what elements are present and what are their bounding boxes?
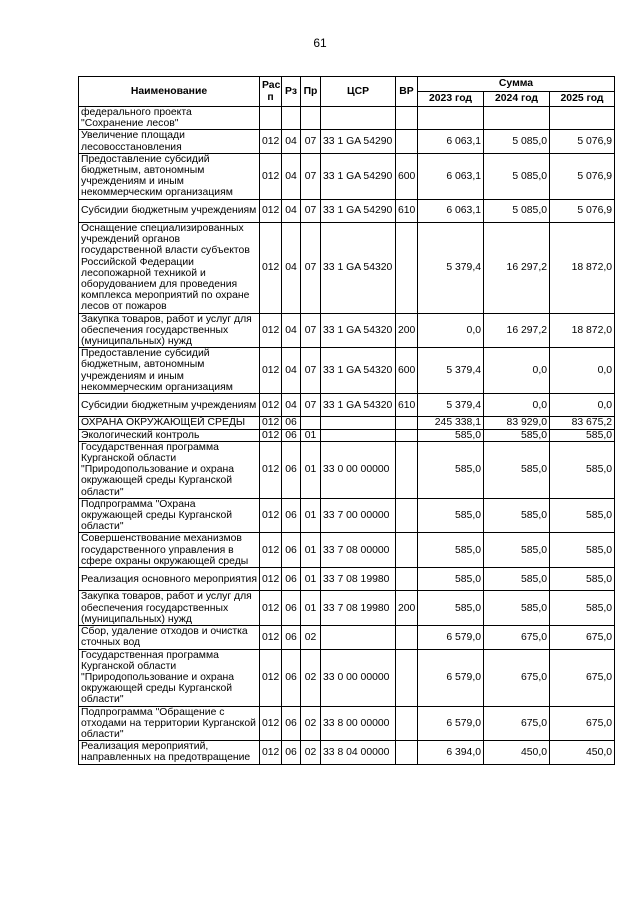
row-value-2023: 585,0 [418, 429, 484, 441]
row-pr: 02 [301, 649, 321, 706]
col-header-vr: ВР [396, 77, 418, 107]
row-pr: 07 [301, 199, 321, 222]
row-rasp: 012 [260, 348, 282, 394]
row-csr [321, 626, 396, 649]
row-rasp: 012 [260, 591, 282, 626]
row-value-2023: 0,0 [418, 313, 484, 348]
row-rasp: 012 [260, 649, 282, 706]
row-value-2023: 585,0 [418, 568, 484, 591]
row-rz: 06 [282, 626, 301, 649]
row-name: ОХРАНА ОКРУЖАЮЩЕЙ СРЕДЫ [79, 417, 260, 429]
row-vr: 600 [396, 153, 418, 199]
table-row [79, 591, 615, 626]
table-row [79, 741, 615, 764]
row-name: федерального проекта "Сохранение лесов" [79, 107, 260, 130]
row-rz: 06 [282, 498, 301, 533]
row-rz: 04 [282, 199, 301, 222]
col-header-csr: ЦСР [321, 77, 396, 107]
table-row [79, 199, 615, 222]
row-value-2025: 18 872,0 [550, 223, 615, 314]
row-value-2025: 585,0 [550, 533, 615, 568]
row-value-2025: 585,0 [550, 568, 615, 591]
row-vr [396, 223, 418, 314]
row-name: Субсидии бюджетным учреждениям [79, 199, 260, 222]
row-value-2024: 675,0 [484, 706, 550, 741]
row-pr: 07 [301, 223, 321, 314]
row-rasp: 012 [260, 568, 282, 591]
table-row [79, 223, 615, 314]
row-pr [301, 417, 321, 429]
table-row [79, 533, 615, 568]
row-rasp: 012 [260, 130, 282, 153]
row-value-2025: 675,0 [550, 649, 615, 706]
row-value-2024: 675,0 [484, 649, 550, 706]
row-csr [321, 107, 396, 130]
row-rasp: 012 [260, 429, 282, 441]
row-rasp: 012 [260, 313, 282, 348]
row-rz: 06 [282, 591, 301, 626]
table-row [79, 107, 615, 130]
row-vr [396, 107, 418, 130]
row-csr: 33 7 08 19980 [321, 591, 396, 626]
budget-table [78, 76, 615, 765]
row-value-2025: 18 872,0 [550, 313, 615, 348]
row-value-2024: 5 085,0 [484, 153, 550, 199]
row-value-2025: 5 076,9 [550, 153, 615, 199]
row-csr: 33 7 08 19980 [321, 568, 396, 591]
row-pr: 02 [301, 741, 321, 764]
row-name: Закупка товаров, работ и услуг для обеспечения государственных (муниципальных) нужд [79, 591, 260, 626]
row-vr: 610 [396, 199, 418, 222]
row-name: Предоставление субсидий бюджетным, автономным учреждениям и иным некоммерческим организациям [79, 348, 260, 394]
row-value-2023: 585,0 [418, 533, 484, 568]
row-name: Экологический контроль [79, 429, 260, 441]
row-csr: 33 1 GA 54320 [321, 348, 396, 394]
row-name: Оснащение специализированных учреждений органов государственной власти субъектов Российской Федерации лесопожарной техникой и оборудованием для проведения комплекса мероприятий по охране лесов от пожаров [79, 223, 260, 314]
row-value-2023: 6 579,0 [418, 706, 484, 741]
row-rz: 04 [282, 348, 301, 394]
row-pr [301, 107, 321, 130]
row-csr: 33 1 GA 54290 [321, 199, 396, 222]
row-pr: 01 [301, 568, 321, 591]
table-body [79, 107, 615, 765]
row-pr: 07 [301, 313, 321, 348]
table-row [79, 313, 615, 348]
row-csr: 33 7 00 00000 [321, 498, 396, 533]
col-header-name: Наименование [79, 77, 260, 107]
row-vr [396, 626, 418, 649]
row-rz: 04 [282, 130, 301, 153]
row-value-2024: 0,0 [484, 348, 550, 394]
row-name: Реализация основного мероприятия [79, 568, 260, 591]
row-rasp: 012 [260, 441, 282, 498]
row-csr: 33 1 GA 54320 [321, 394, 396, 417]
row-csr: 33 1 GA 54290 [321, 130, 396, 153]
row-value-2023: 5 379,4 [418, 348, 484, 394]
row-value-2025: 83 675,2 [550, 417, 615, 429]
row-rz: 06 [282, 706, 301, 741]
table-row [79, 498, 615, 533]
row-rasp: 012 [260, 199, 282, 222]
col-header-rasp: Рас п [260, 77, 282, 107]
row-value-2023: 5 379,4 [418, 223, 484, 314]
row-name: Сбор, удаление отходов и очистка сточных вод [79, 626, 260, 649]
row-rz [282, 107, 301, 130]
table-row [79, 706, 615, 741]
row-csr: 33 8 04 00000 [321, 741, 396, 764]
row-vr [396, 568, 418, 591]
row-rz: 04 [282, 223, 301, 314]
table-row [79, 348, 615, 394]
row-vr: 200 [396, 313, 418, 348]
row-rz: 04 [282, 153, 301, 199]
table-row [79, 417, 615, 429]
row-value-2024: 83 929,0 [484, 417, 550, 429]
row-rasp: 012 [260, 498, 282, 533]
row-value-2024: 585,0 [484, 591, 550, 626]
row-name: Субсидии бюджетным учреждениям [79, 394, 260, 417]
row-pr: 02 [301, 706, 321, 741]
row-rasp: 012 [260, 417, 282, 429]
row-vr [396, 649, 418, 706]
row-vr [396, 498, 418, 533]
row-pr: 02 [301, 626, 321, 649]
row-name: Государственная программа Курганской области "Природопользование и охрана окружающей среды Курганской области" [79, 441, 260, 498]
row-rasp: 012 [260, 706, 282, 741]
row-rz: 06 [282, 441, 301, 498]
row-csr: 33 7 08 00000 [321, 533, 396, 568]
row-rz: 06 [282, 649, 301, 706]
row-value-2023: 5 379,4 [418, 394, 484, 417]
row-vr [396, 441, 418, 498]
row-rasp: 012 [260, 394, 282, 417]
row-csr: 33 8 00 00000 [321, 706, 396, 741]
page-number: 61 [313, 36, 327, 50]
row-name: Закупка товаров, работ и услуг для обеспечения государственных (муниципальных) нужд [79, 313, 260, 348]
row-vr [396, 130, 418, 153]
row-vr [396, 417, 418, 429]
row-value-2025: 5 076,9 [550, 199, 615, 222]
row-value-2025: 450,0 [550, 741, 615, 764]
row-rz: 06 [282, 429, 301, 441]
row-pr: 07 [301, 394, 321, 417]
row-value-2025: 675,0 [550, 626, 615, 649]
row-vr [396, 533, 418, 568]
row-rz: 04 [282, 313, 301, 348]
row-value-2024: 16 297,2 [484, 223, 550, 314]
table-row [79, 626, 615, 649]
row-name: Государственная программа Курганской области "Природопользование и охрана окружающей среды Курганской области" [79, 649, 260, 706]
row-value-2025: 585,0 [550, 429, 615, 441]
row-value-2025: 0,0 [550, 348, 615, 394]
col-header-sum: Сумма [418, 77, 615, 92]
row-csr: 33 0 00 00000 [321, 649, 396, 706]
row-vr: 610 [396, 394, 418, 417]
row-value-2023: 585,0 [418, 441, 484, 498]
row-value-2023: 245 338,1 [418, 417, 484, 429]
row-value-2025 [550, 107, 615, 130]
row-pr: 07 [301, 348, 321, 394]
row-value-2023: 6 579,0 [418, 626, 484, 649]
table-row [79, 568, 615, 591]
row-value-2024: 16 297,2 [484, 313, 550, 348]
row-value-2024: 5 085,0 [484, 130, 550, 153]
col-header-rz: Рз [282, 77, 301, 107]
row-csr: 33 1 GA 54290 [321, 153, 396, 199]
row-value-2025: 585,0 [550, 441, 615, 498]
row-value-2023: 6 063,1 [418, 199, 484, 222]
table-row [79, 153, 615, 199]
table-row [79, 394, 615, 417]
row-value-2023: 6 579,0 [418, 649, 484, 706]
row-value-2025: 675,0 [550, 706, 615, 741]
row-value-2023: 6 063,1 [418, 130, 484, 153]
row-rz: 06 [282, 741, 301, 764]
row-value-2025: 5 076,9 [550, 130, 615, 153]
row-csr [321, 417, 396, 429]
row-rasp: 012 [260, 626, 282, 649]
table-row [79, 429, 615, 441]
row-value-2023: 6 063,1 [418, 153, 484, 199]
row-vr [396, 429, 418, 441]
col-header-2023: 2023 год [418, 92, 484, 107]
row-pr: 01 [301, 591, 321, 626]
row-vr [396, 741, 418, 764]
row-csr [321, 429, 396, 441]
row-value-2024: 450,0 [484, 741, 550, 764]
row-value-2023: 6 394,0 [418, 741, 484, 764]
row-rz: 06 [282, 533, 301, 568]
row-value-2025: 0,0 [550, 394, 615, 417]
col-header-pr: Пр [301, 77, 321, 107]
row-pr: 01 [301, 498, 321, 533]
row-pr: 01 [301, 441, 321, 498]
col-header-2024: 2024 год [484, 92, 550, 107]
table-row [79, 130, 615, 153]
row-csr: 33 1 GA 54320 [321, 313, 396, 348]
col-header-2025: 2025 год [550, 92, 615, 107]
row-rasp: 012 [260, 153, 282, 199]
row-name: Увеличение площади лесовосстановления [79, 130, 260, 153]
row-value-2023: 585,0 [418, 498, 484, 533]
row-value-2023 [418, 107, 484, 130]
row-pr: 01 [301, 533, 321, 568]
row-name: Подпрограмма "Обращение с отходами на территории Курганской области" [79, 706, 260, 741]
row-pr: 01 [301, 429, 321, 441]
table-row [79, 441, 615, 498]
row-rz: 06 [282, 568, 301, 591]
row-name: Подпрограмма "Охрана окружающей среды Курганской области" [79, 498, 260, 533]
row-value-2024: 585,0 [484, 533, 550, 568]
row-rasp [260, 107, 282, 130]
row-value-2023: 585,0 [418, 591, 484, 626]
row-value-2024: 675,0 [484, 626, 550, 649]
row-rasp: 012 [260, 223, 282, 314]
row-value-2025: 585,0 [550, 498, 615, 533]
row-name: Совершенствование механизмов государственного управления в сфере охраны окружающей среды [79, 533, 260, 568]
row-csr: 33 0 00 00000 [321, 441, 396, 498]
row-value-2024: 5 085,0 [484, 199, 550, 222]
row-value-2024 [484, 107, 550, 130]
row-rasp: 012 [260, 741, 282, 764]
row-value-2024: 585,0 [484, 568, 550, 591]
row-vr [396, 706, 418, 741]
row-value-2025: 585,0 [550, 591, 615, 626]
row-pr: 07 [301, 153, 321, 199]
table-row [79, 649, 615, 706]
row-value-2024: 585,0 [484, 441, 550, 498]
row-pr: 07 [301, 130, 321, 153]
row-value-2024: 0,0 [484, 394, 550, 417]
row-vr: 600 [396, 348, 418, 394]
row-rasp: 012 [260, 533, 282, 568]
row-value-2024: 585,0 [484, 429, 550, 441]
row-csr: 33 1 GA 54320 [321, 223, 396, 314]
row-value-2024: 585,0 [484, 498, 550, 533]
row-rz: 04 [282, 394, 301, 417]
row-name: Предоставление субсидий бюджетным, автономным учреждениям и иным некоммерческим организациям [79, 153, 260, 199]
row-rz: 06 [282, 417, 301, 429]
row-vr: 200 [396, 591, 418, 626]
row-name: Реализация мероприятий, направленных на предотвращение [79, 741, 260, 764]
